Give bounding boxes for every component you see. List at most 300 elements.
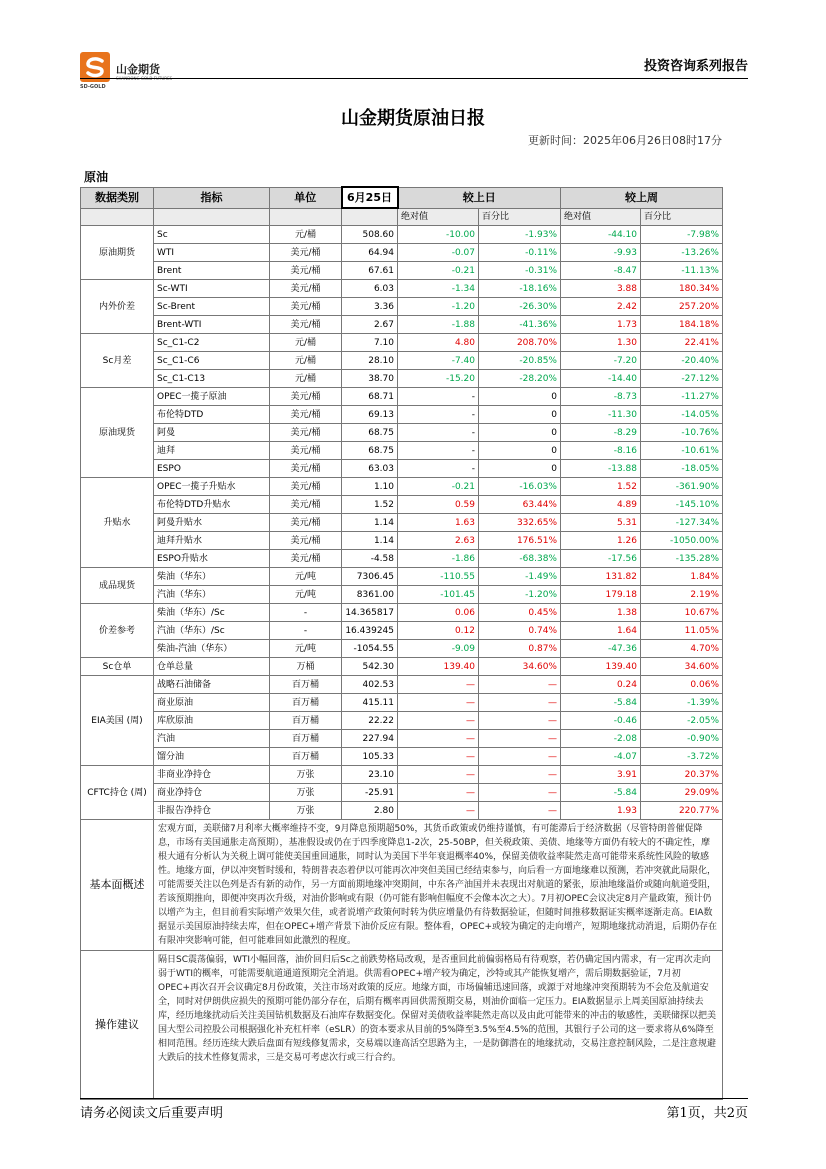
- indicator-cell: 柴油（华东）/Sc: [154, 604, 270, 622]
- table-row: [81, 748, 723, 766]
- advice-label: 操作建议: [81, 951, 154, 1100]
- table-row: [81, 424, 723, 442]
- day-pct-cell: -41.36%: [479, 316, 561, 334]
- table-row: [81, 388, 723, 406]
- day-pct-cell: 0: [479, 424, 561, 442]
- day-abs-cell: 1.63: [398, 514, 479, 532]
- indicator-cell: 汽油: [154, 730, 270, 748]
- week-pct-cell: 22.41%: [641, 334, 723, 352]
- week-pct-cell: 257.20%: [641, 298, 723, 316]
- indicator-cell: WTI: [154, 244, 270, 262]
- week-pct-cell: -127.34%: [641, 514, 723, 532]
- table-row: [81, 460, 723, 478]
- day-abs-cell: -: [398, 460, 479, 478]
- day-abs-cell: -7.40: [398, 352, 479, 370]
- indicator-cell: 布伦特DTD升贴水: [154, 496, 270, 514]
- logo-text: 山金期货: [116, 63, 160, 76]
- value-cell: 38.70: [342, 370, 398, 388]
- day-abs-cell: —: [398, 712, 479, 730]
- week-abs-cell: -44.10: [561, 226, 641, 244]
- value-cell: 22.22: [342, 712, 398, 730]
- day-abs-cell: -: [398, 424, 479, 442]
- category-cell: 价差参考: [81, 604, 154, 658]
- indicator-cell: 非商业净持仓: [154, 766, 270, 784]
- day-pct-cell: —: [479, 784, 561, 802]
- indicator-cell: 库欣原油: [154, 712, 270, 730]
- value-cell: 67.61: [342, 262, 398, 280]
- day-abs-cell: -0.21: [398, 262, 479, 280]
- week-abs-cell: -8.16: [561, 442, 641, 460]
- day-abs-cell: —: [398, 748, 479, 766]
- day-abs-cell: -9.09: [398, 640, 479, 658]
- day-abs-cell: -101.45: [398, 586, 479, 604]
- day-pct-cell: —: [479, 694, 561, 712]
- unit-cell: 百万桶: [270, 730, 342, 748]
- week-abs-cell: -7.20: [561, 352, 641, 370]
- unit-cell: 万张: [270, 784, 342, 802]
- value-cell: 227.94: [342, 730, 398, 748]
- value-cell: 1.52: [342, 496, 398, 514]
- week-pct-cell: 180.34%: [641, 280, 723, 298]
- unit-cell: 美元/桶: [270, 478, 342, 496]
- week-abs-cell: -47.36: [561, 640, 641, 658]
- table-row: [81, 298, 723, 316]
- week-abs-cell: -0.46: [561, 712, 641, 730]
- subheader-empty: [154, 208, 270, 226]
- footer-divider: [80, 1098, 748, 1099]
- week-abs-cell: -4.07: [561, 748, 641, 766]
- indicator-cell: Sc_C1-C13: [154, 370, 270, 388]
- table-row: [81, 586, 723, 604]
- day-abs-cell: -: [398, 388, 479, 406]
- indicator-cell: 馏分油: [154, 748, 270, 766]
- week-pct-cell: -10.61%: [641, 442, 723, 460]
- day-pct-cell: —: [479, 802, 561, 820]
- value-cell: 3.36: [342, 298, 398, 316]
- indicator-cell: 布伦特DTD: [154, 406, 270, 424]
- table-row: [81, 262, 723, 280]
- section-title: 原油: [84, 170, 109, 184]
- week-abs-cell: 0.24: [561, 676, 641, 694]
- week-abs-cell: 3.88: [561, 280, 641, 298]
- sub-week-abs: 绝对值: [561, 208, 641, 226]
- unit-cell: 元/吨: [270, 586, 342, 604]
- week-pct-cell: -135.28%: [641, 550, 723, 568]
- week-abs-cell: 179.18: [561, 586, 641, 604]
- category-cell: Sc仓单: [81, 658, 154, 676]
- week-pct-cell: -13.26%: [641, 244, 723, 262]
- week-pct-cell: 34.60%: [641, 658, 723, 676]
- day-abs-cell: -: [398, 406, 479, 424]
- overview-label: 基本面概述: [81, 820, 154, 951]
- overview-row: [81, 820, 723, 951]
- table-row: [81, 676, 723, 694]
- table-row: [81, 244, 723, 262]
- advice-text: 隔日SC震荡偏弱，WTI小幅回落，油价回归后Sc之前跌势格局改观，是否重回此前偏弱格局有待观察，若仍确定国内需求，有一定再次走向弱于WTI的概率，可能需要航道通道预期完全消退。供需看OPEC+增产较为确定，沙特或其产能恢复增产，需后期数据验证，7月初OPEC+再次召开会议确定8月份政策，关注市场对政策的反应。地缘方面，市场偏辅迅速回落，或源于对地缘冲突预期转为不会危及航道安全，同时对伊朗供应损失的预期可能仍部分存在，后期有概率再回供需预期交易，则油价面临一定压力。EIA数据显示上周美国原油持续去库，经历地缘扰动后关注美国钻机数据及石油库存数据变化。保留对美债收益率陡然走高以及由此可能带来的冲击的敏感性，美联储探以把美国大型公司控股公司根据强化补充杠杆率（eSLR）的资本要求从目前的5%降至3.5%至4.5%的范围，其银行子公司的这一要求将从6%降至相同范围。经历连续大跌后盘面有短线修复需求，交易端以逢高活空思路为主，一是防御潜在的地缘扰动，交易注意控制风险，二是注意规避大跌后的技术性修复需求，三是交易可考虑次行或三行合约。: [154, 951, 723, 1100]
- update-time-value: 2025年06月26日08时17分: [583, 134, 722, 147]
- day-pct-cell: 0: [479, 460, 561, 478]
- day-pct-cell: -26.30%: [479, 298, 561, 316]
- week-abs-cell: 1.26: [561, 532, 641, 550]
- unit-cell: 万桶: [270, 658, 342, 676]
- day-abs-cell: 0.12: [398, 622, 479, 640]
- table-row: [81, 406, 723, 424]
- indicator-cell: 商业净持仓: [154, 784, 270, 802]
- data-table: [80, 186, 723, 1100]
- indicator-cell: 非报告净持仓: [154, 802, 270, 820]
- unit-cell: 美元/桶: [270, 532, 342, 550]
- week-abs-cell: 1.38: [561, 604, 641, 622]
- week-pct-cell: -18.05%: [641, 460, 723, 478]
- table-row: [81, 478, 723, 496]
- indicator-cell: OPEC一揽子原油: [154, 388, 270, 406]
- day-abs-cell: -1.86: [398, 550, 479, 568]
- report-series: 投资咨询系列报告: [643, 59, 748, 74]
- week-abs-cell: -11.30: [561, 406, 641, 424]
- col-week-change: 较上周: [561, 187, 723, 208]
- table-row: [81, 568, 723, 586]
- week-abs-cell: -8.47: [561, 262, 641, 280]
- indicator-cell: ESPO: [154, 460, 270, 478]
- day-pct-cell: 0.74%: [479, 622, 561, 640]
- indicator-cell: 阿曼升贴水: [154, 514, 270, 532]
- week-abs-cell: -5.84: [561, 694, 641, 712]
- subheader-empty: [342, 208, 398, 226]
- value-cell: -25.91: [342, 784, 398, 802]
- indicator-cell: Brent: [154, 262, 270, 280]
- week-abs-cell: -5.84: [561, 784, 641, 802]
- unit-cell: 元/桶: [270, 334, 342, 352]
- value-cell: 7.10: [342, 334, 398, 352]
- unit-cell: 美元/桶: [270, 514, 342, 532]
- unit-cell: 元/吨: [270, 568, 342, 586]
- day-pct-cell: —: [479, 730, 561, 748]
- day-abs-cell: -1.34: [398, 280, 479, 298]
- unit-cell: 美元/桶: [270, 442, 342, 460]
- value-cell: 105.33: [342, 748, 398, 766]
- value-cell: 1.10: [342, 478, 398, 496]
- day-abs-cell: -15.20: [398, 370, 479, 388]
- unit-cell: 元/桶: [270, 226, 342, 244]
- unit-cell: 美元/桶: [270, 550, 342, 568]
- week-abs-cell: 139.40: [561, 658, 641, 676]
- indicator-cell: Sc_C1-C6: [154, 352, 270, 370]
- value-cell: 402.53: [342, 676, 398, 694]
- week-pct-cell: -10.76%: [641, 424, 723, 442]
- week-abs-cell: 3.91: [561, 766, 641, 784]
- value-cell: 1.14: [342, 514, 398, 532]
- week-abs-cell: 4.89: [561, 496, 641, 514]
- table-row: [81, 442, 723, 460]
- day-pct-cell: -20.85%: [479, 352, 561, 370]
- unit-cell: 元/吨: [270, 640, 342, 658]
- indicator-cell: 柴油-汽油（华东）: [154, 640, 270, 658]
- week-pct-cell: -20.40%: [641, 352, 723, 370]
- day-abs-cell: -: [398, 442, 479, 460]
- value-cell: 23.10: [342, 766, 398, 784]
- week-pct-cell: 184.18%: [641, 316, 723, 334]
- table-row: [81, 496, 723, 514]
- day-pct-cell: 63.44%: [479, 496, 561, 514]
- day-pct-cell: -1.93%: [479, 226, 561, 244]
- unit-cell: 万张: [270, 802, 342, 820]
- day-pct-cell: —: [479, 766, 561, 784]
- sub-day-pct: 百分比: [479, 208, 561, 226]
- value-cell: -1054.55: [342, 640, 398, 658]
- table-row: [81, 226, 723, 244]
- week-pct-cell: -27.12%: [641, 370, 723, 388]
- unit-cell: 美元/桶: [270, 298, 342, 316]
- value-cell: -4.58: [342, 550, 398, 568]
- week-abs-cell: 2.42: [561, 298, 641, 316]
- day-pct-cell: -1.49%: [479, 568, 561, 586]
- header-row: [81, 187, 723, 208]
- week-pct-cell: 20.37%: [641, 766, 723, 784]
- table-row: [81, 514, 723, 532]
- week-abs-cell: 1.73: [561, 316, 641, 334]
- unit-cell: 美元/桶: [270, 388, 342, 406]
- table-row: [81, 766, 723, 784]
- day-pct-cell: 332.65%: [479, 514, 561, 532]
- unit-cell: 美元/桶: [270, 460, 342, 478]
- week-pct-cell: -1050.00%: [641, 532, 723, 550]
- table-row: [81, 784, 723, 802]
- unit-cell: 万张: [270, 766, 342, 784]
- value-cell: 415.11: [342, 694, 398, 712]
- indicator-cell: 仓单总量: [154, 658, 270, 676]
- overview-text: 宏观方面，美联储7月利率大概率维持不变，9月降息预期超50%，其货币政策或仍维持谨慎，有可能滞后于经济数据（尽管特朗普催促降息，市场有美国通胀走高预期），基准假设或仍在于四季度降息1-2次，25-50BP，但关税政策、美债、地缘等方面仍有较大的不确定性，摩根大通有分析认为关税上调可能使美国重回通胀，同时认为美国下半年衰退概率40%，保留美债收益率陡然走高可能带来系统性风险的敏感性。地缘方面，伊以冲突暂时缓和，特朗普表态着伊以可能再次冲突但美国已经结束参与，向后看一方面地缘难以预测，若冲突就此局限化，可能需要关注以色列是否有新的动作，另一方面前期地缘冲突期间，中东各产油国并未表现出对航道的紧张，原油地缘溢价或随向航道受阻，若该预期推向，即便冲突再次升级，对油价影响或有限（仍可能有影响但幅度不会像本次之大）。7月初OPEC会议决定8月产量政策，预计仍以增产为主，但目前看实际增产效果欠佳，或者说增产政策何时转为供应增量仍有待数据验证，但随时间推移数据证实概率逐渐走高。EIA数据显示美国原油持续去库，但在OPEC+增产背景下油价反应有限。整体看，OPEC+或较为确定的走向增产，短期地缘扰动消退，后期仍存在有限冲突影响可能，但可能难回如此激烈的程度。: [154, 820, 723, 951]
- value-cell: 2.80: [342, 802, 398, 820]
- indicator-cell: OPEC一揽子升贴水: [154, 478, 270, 496]
- table-row: [81, 802, 723, 820]
- week-pct-cell: 220.77%: [641, 802, 723, 820]
- day-pct-cell: 34.60%: [479, 658, 561, 676]
- week-pct-cell: 4.70%: [641, 640, 723, 658]
- unit-cell: 美元/桶: [270, 262, 342, 280]
- table-row: [81, 658, 723, 676]
- indicator-cell: 商业原油: [154, 694, 270, 712]
- week-abs-cell: -13.88: [561, 460, 641, 478]
- week-abs-cell: 1.30: [561, 334, 641, 352]
- unit-cell: 美元/桶: [270, 316, 342, 334]
- value-cell: 64.94: [342, 244, 398, 262]
- week-abs-cell: -9.93: [561, 244, 641, 262]
- day-abs-cell: 4.80: [398, 334, 479, 352]
- table-row: [81, 334, 723, 352]
- indicator-cell: ESPO升贴水: [154, 550, 270, 568]
- unit-cell: 百万桶: [270, 712, 342, 730]
- indicator-cell: Sc-WTI: [154, 280, 270, 298]
- table-row: [81, 532, 723, 550]
- category-cell: 原油现货: [81, 388, 154, 478]
- week-abs-cell: 5.31: [561, 514, 641, 532]
- unit-cell: 元/桶: [270, 370, 342, 388]
- day-pct-cell: 0.87%: [479, 640, 561, 658]
- value-cell: 6.03: [342, 280, 398, 298]
- week-pct-cell: -3.72%: [641, 748, 723, 766]
- day-abs-cell: -10.00: [398, 226, 479, 244]
- advice-row: [81, 951, 723, 1100]
- value-cell: 14.365817: [342, 604, 398, 622]
- indicator-cell: Sc_C1-C2: [154, 334, 270, 352]
- table-row: [81, 604, 723, 622]
- value-cell: 69.13: [342, 406, 398, 424]
- day-pct-cell: -0.31%: [479, 262, 561, 280]
- value-cell: 508.60: [342, 226, 398, 244]
- week-pct-cell: 10.67%: [641, 604, 723, 622]
- day-pct-cell: -68.38%: [479, 550, 561, 568]
- day-abs-cell: 0.59: [398, 496, 479, 514]
- unit-cell: 美元/桶: [270, 496, 342, 514]
- week-pct-cell: -14.05%: [641, 406, 723, 424]
- unit-cell: -: [270, 622, 342, 640]
- day-abs-cell: —: [398, 766, 479, 784]
- value-cell: 8361.00: [342, 586, 398, 604]
- sub-day-abs: 绝对值: [398, 208, 479, 226]
- category-cell: 内外价差: [81, 280, 154, 334]
- indicator-cell: Sc-Brent: [154, 298, 270, 316]
- day-pct-cell: 208.70%: [479, 334, 561, 352]
- col-day-change: 较上日: [398, 187, 561, 208]
- week-pct-cell: -0.90%: [641, 730, 723, 748]
- col-indicator: 指标: [154, 187, 270, 208]
- day-abs-cell: —: [398, 676, 479, 694]
- week-abs-cell: 131.82: [561, 568, 641, 586]
- day-abs-cell: -0.21: [398, 478, 479, 496]
- unit-cell: 美元/桶: [270, 280, 342, 298]
- indicator-cell: Sc: [154, 226, 270, 244]
- value-cell: 28.10: [342, 352, 398, 370]
- category-cell: Sc月差: [81, 334, 154, 388]
- day-pct-cell: —: [479, 712, 561, 730]
- day-abs-cell: 139.40: [398, 658, 479, 676]
- col-date: 6月25日: [342, 187, 398, 208]
- week-pct-cell: 0.06%: [641, 676, 723, 694]
- day-abs-cell: —: [398, 802, 479, 820]
- week-abs-cell: 1.52: [561, 478, 641, 496]
- subheader-empty: [270, 208, 342, 226]
- sub-week-pct: 百分比: [641, 208, 723, 226]
- day-abs-cell: —: [398, 694, 479, 712]
- unit-cell: 美元/桶: [270, 244, 342, 262]
- unit-cell: 元/桶: [270, 352, 342, 370]
- col-category: 数据类别: [81, 187, 154, 208]
- week-pct-cell: -145.10%: [641, 496, 723, 514]
- day-abs-cell: 2.63: [398, 532, 479, 550]
- value-cell: 2.67: [342, 316, 398, 334]
- indicator-cell: 迪拜: [154, 442, 270, 460]
- logo-subtext: SD-GOLD: [80, 84, 106, 90]
- subheader-row: [81, 208, 723, 226]
- indicator-cell: 战略石油储备: [154, 676, 270, 694]
- day-pct-cell: —: [479, 748, 561, 766]
- day-pct-cell: 0: [479, 406, 561, 424]
- week-abs-cell: -2.08: [561, 730, 641, 748]
- indicator-cell: 迪拜升贴水: [154, 532, 270, 550]
- week-pct-cell: -1.39%: [641, 694, 723, 712]
- unit-cell: -: [270, 604, 342, 622]
- table-row: [81, 694, 723, 712]
- table-row: [81, 550, 723, 568]
- unit-cell: 百万桶: [270, 748, 342, 766]
- day-pct-cell: 176.51%: [479, 532, 561, 550]
- week-pct-cell: -11.13%: [641, 262, 723, 280]
- table-row: [81, 370, 723, 388]
- page-title: 山金期货原油日报: [341, 108, 485, 129]
- value-cell: 1.14: [342, 532, 398, 550]
- indicator-cell: 汽油（华东）: [154, 586, 270, 604]
- week-pct-cell: 2.19%: [641, 586, 723, 604]
- value-cell: 16.439245: [342, 622, 398, 640]
- subheader-empty: [81, 208, 154, 226]
- disclaimer-note: 请务必阅读文后重要声明: [80, 1106, 224, 1121]
- update-time-label: 更新时间：: [528, 134, 584, 147]
- day-pct-cell: -18.16%: [479, 280, 561, 298]
- update-time: [528, 132, 722, 148]
- day-pct-cell: 0.45%: [479, 604, 561, 622]
- day-abs-cell: -1.88: [398, 316, 479, 334]
- table-row: [81, 622, 723, 640]
- week-pct-cell: -2.05%: [641, 712, 723, 730]
- week-pct-cell: -361.90%: [641, 478, 723, 496]
- unit-cell: 百万桶: [270, 676, 342, 694]
- day-abs-cell: -1.20: [398, 298, 479, 316]
- day-pct-cell: 0: [479, 442, 561, 460]
- unit-cell: 美元/桶: [270, 424, 342, 442]
- category-cell: 原油期货: [81, 226, 154, 280]
- day-abs-cell: —: [398, 784, 479, 802]
- indicator-cell: 柴油（华东）: [154, 568, 270, 586]
- category-cell: 成品现货: [81, 568, 154, 604]
- indicator-cell: 阿曼: [154, 424, 270, 442]
- value-cell: 7306.45: [342, 568, 398, 586]
- category-cell: 升贴水: [81, 478, 154, 568]
- day-pct-cell: -0.11%: [479, 244, 561, 262]
- table-row: [81, 712, 723, 730]
- week-pct-cell: 29.09%: [641, 784, 723, 802]
- day-pct-cell: -28.20%: [479, 370, 561, 388]
- table-row: [81, 316, 723, 334]
- week-abs-cell: 1.64: [561, 622, 641, 640]
- day-abs-cell: 0.06: [398, 604, 479, 622]
- week-pct-cell: -11.27%: [641, 388, 723, 406]
- day-abs-cell: -0.07: [398, 244, 479, 262]
- day-abs-cell: —: [398, 730, 479, 748]
- table-row: [81, 640, 723, 658]
- day-pct-cell: —: [479, 676, 561, 694]
- category-cell: CFTC持仓 (周): [81, 766, 154, 820]
- value-cell: 542.30: [342, 658, 398, 676]
- week-pct-cell: 1.84%: [641, 568, 723, 586]
- value-cell: 68.71: [342, 388, 398, 406]
- week-abs-cell: -8.73: [561, 388, 641, 406]
- unit-cell: 美元/桶: [270, 406, 342, 424]
- table-row: [81, 280, 723, 298]
- unit-cell: 百万桶: [270, 694, 342, 712]
- day-pct-cell: -16.03%: [479, 478, 561, 496]
- week-pct-cell: -7.98%: [641, 226, 723, 244]
- table-row: [81, 730, 723, 748]
- value-cell: 63.03: [342, 460, 398, 478]
- value-cell: 68.75: [342, 424, 398, 442]
- category-cell: EIA美国 (周): [81, 676, 154, 766]
- col-unit: 单位: [270, 187, 342, 208]
- company-logo: [80, 52, 200, 92]
- indicator-cell: Brent-WTI: [154, 316, 270, 334]
- header-divider: [80, 78, 748, 79]
- week-abs-cell: -14.40: [561, 370, 641, 388]
- logo-english: SHANDONG GOLD FUTURES: [116, 76, 173, 81]
